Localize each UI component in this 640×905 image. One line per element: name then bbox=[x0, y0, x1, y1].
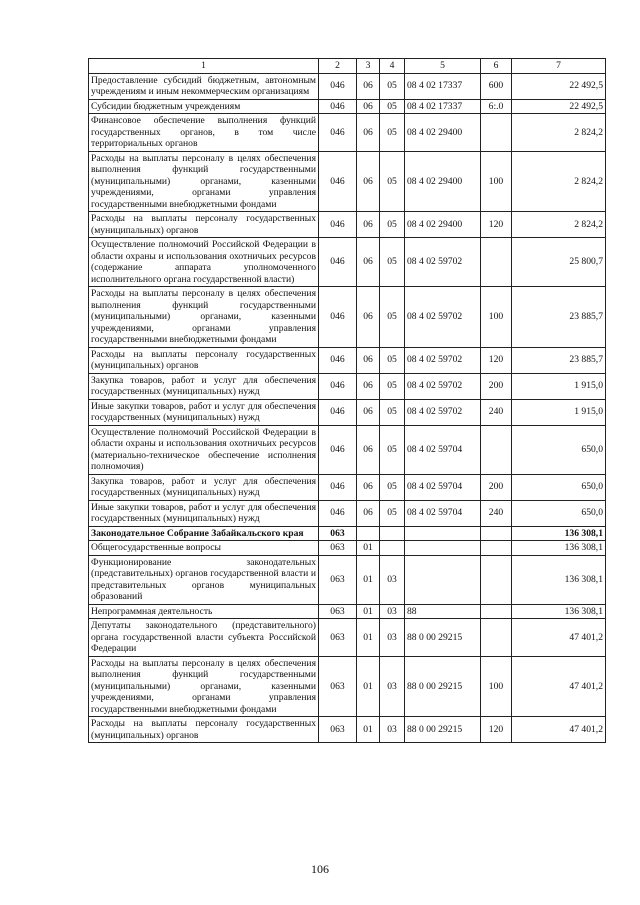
target-article-cell bbox=[405, 526, 481, 541]
target-article-cell: 08 4 02 59702 bbox=[405, 399, 481, 425]
table-row bbox=[89, 238, 606, 287]
target-article-cell: 08 4 02 17337 bbox=[405, 99, 481, 114]
admin-code-cell: 046 bbox=[319, 151, 357, 212]
admin-code-cell: 046 bbox=[319, 399, 357, 425]
admin-code-cell: 063 bbox=[319, 604, 357, 619]
subsection-cell: 05 bbox=[380, 474, 405, 500]
target-article-cell: 08 4 02 29400 bbox=[405, 151, 481, 212]
section-cell: 06 bbox=[357, 151, 380, 212]
amount-cell: 136 308,1 bbox=[512, 604, 606, 619]
subsection-cell: 05 bbox=[380, 99, 405, 114]
header-cell-4: 4 bbox=[380, 59, 405, 74]
subsection-cell: 03 bbox=[380, 555, 405, 604]
expense-type-cell: 240 bbox=[481, 399, 512, 425]
expense-type-cell bbox=[481, 425, 512, 474]
row-name-cell: Расходы на выплаты персоналу в целях обеспечения выполнения функций государственными (муниципальными) органами, казенными учреждениями, органами управления государственными внебюджетными фондами bbox=[89, 287, 319, 348]
table-row bbox=[89, 212, 606, 238]
admin-code-cell: 063 bbox=[319, 717, 357, 743]
row-name-cell: Закупка товаров, работ и услуг для обеспечения государственных (муниципальных) нужд bbox=[89, 373, 319, 399]
target-article-cell: 08 4 02 59702 bbox=[405, 347, 481, 373]
admin-code-cell: 046 bbox=[319, 99, 357, 114]
table-row bbox=[89, 347, 606, 373]
target-article-cell bbox=[405, 541, 481, 556]
row-name-cell: Расходы на выплаты персоналу государственных (муниципальных) органов bbox=[89, 347, 319, 373]
target-article-cell: 88 0 00 29215 bbox=[405, 656, 481, 717]
header-cell-6: 6 bbox=[481, 59, 512, 74]
target-article-cell: 08 4 02 59702 bbox=[405, 238, 481, 287]
section-cell: 06 bbox=[357, 99, 380, 114]
expense-type-cell: 200 bbox=[481, 474, 512, 500]
row-name-cell: Расходы на выплаты персоналу государственных (муниципальных) органов bbox=[89, 212, 319, 238]
target-article-cell: 08 4 02 59704 bbox=[405, 425, 481, 474]
amount-cell: 136 308,1 bbox=[512, 555, 606, 604]
amount-cell: 1 915,0 bbox=[512, 373, 606, 399]
target-article-cell: 08 4 02 29400 bbox=[405, 114, 481, 152]
amount-cell: 650,0 bbox=[512, 474, 606, 500]
admin-code-cell: 063 bbox=[319, 526, 357, 541]
expense-type-cell: 100 bbox=[481, 656, 512, 717]
table-row bbox=[89, 425, 606, 474]
expense-type-cell bbox=[481, 541, 512, 556]
section-cell: 01 bbox=[357, 541, 380, 556]
expense-type-cell bbox=[481, 526, 512, 541]
target-article-cell bbox=[405, 555, 481, 604]
amount-cell: 23 885,7 bbox=[512, 287, 606, 348]
subsection-cell: 03 bbox=[380, 619, 405, 657]
expense-type-cell: 600 bbox=[481, 73, 512, 99]
subsection-cell: 05 bbox=[380, 500, 405, 526]
table-row bbox=[89, 287, 606, 348]
section-cell bbox=[357, 526, 380, 541]
section-cell: 01 bbox=[357, 555, 380, 604]
section-cell: 06 bbox=[357, 114, 380, 152]
header-cell-3: 3 bbox=[357, 59, 380, 74]
table-row bbox=[89, 99, 606, 114]
target-article-cell: 08 4 02 17337 bbox=[405, 73, 481, 99]
subsection-cell: 05 bbox=[380, 238, 405, 287]
section-cell: 01 bbox=[357, 619, 380, 657]
subsection-cell: 05 bbox=[380, 425, 405, 474]
target-article-cell: 08 4 02 29400 bbox=[405, 212, 481, 238]
amount-cell: 47 401,2 bbox=[512, 619, 606, 657]
expense-type-cell bbox=[481, 238, 512, 287]
table-row bbox=[89, 151, 606, 212]
expense-type-cell bbox=[481, 114, 512, 152]
target-article-cell: 08 4 02 59702 bbox=[405, 287, 481, 348]
subsection-cell: 05 bbox=[380, 212, 405, 238]
amount-cell: 22 492,5 bbox=[512, 99, 606, 114]
section-cell: 06 bbox=[357, 500, 380, 526]
amount-cell: 47 401,2 bbox=[512, 717, 606, 743]
header-cell-2: 2 bbox=[319, 59, 357, 74]
table-row bbox=[89, 526, 606, 541]
expense-type-cell: 100 bbox=[481, 287, 512, 348]
amount-cell: 1 915,0 bbox=[512, 399, 606, 425]
subsection-cell: 05 bbox=[380, 73, 405, 99]
section-cell: 06 bbox=[357, 212, 380, 238]
row-name-cell: Расходы на выплаты персоналу в целях обеспечения выполнения функций государственными (муниципальными) органами, казенными учреждениями, органами управления государственными внебюджетными фондами bbox=[89, 151, 319, 212]
amount-cell: 2 824,2 bbox=[512, 151, 606, 212]
amount-cell: 136 308,1 bbox=[512, 526, 606, 541]
budget-table bbox=[88, 58, 606, 743]
row-name-cell: Расходы на выплаты персоналу государственных (муниципальных) органов bbox=[89, 717, 319, 743]
amount-cell: 650,0 bbox=[512, 500, 606, 526]
row-name-cell: Закупка товаров, работ и услуг для обеспечения государственных (муниципальных) нужд bbox=[89, 474, 319, 500]
section-cell: 06 bbox=[357, 373, 380, 399]
row-name-cell: Иные закупки товаров, работ и услуг для обеспечения государственных (муниципальных) нужд bbox=[89, 500, 319, 526]
row-name-cell: Общегосударственные вопросы bbox=[89, 541, 319, 556]
admin-code-cell: 046 bbox=[319, 347, 357, 373]
expense-type-cell bbox=[481, 604, 512, 619]
header-cell-7: 7 bbox=[512, 59, 606, 74]
subsection-cell: 05 bbox=[380, 287, 405, 348]
table-row bbox=[89, 717, 606, 743]
section-cell: 06 bbox=[357, 347, 380, 373]
table-row bbox=[89, 619, 606, 657]
admin-code-cell: 046 bbox=[319, 500, 357, 526]
table-row bbox=[89, 541, 606, 556]
subsection-cell bbox=[380, 541, 405, 556]
admin-code-cell: 046 bbox=[319, 425, 357, 474]
admin-code-cell: 046 bbox=[319, 287, 357, 348]
subsection-cell: 05 bbox=[380, 373, 405, 399]
section-cell: 06 bbox=[357, 287, 380, 348]
subsection-cell: 03 bbox=[380, 656, 405, 717]
amount-cell: 136 308,1 bbox=[512, 541, 606, 556]
row-name-cell: Финансовое обеспечение выполнения функций государственных органов, в том числе территориальных органов bbox=[89, 114, 319, 152]
expense-type-cell: 100 bbox=[481, 151, 512, 212]
admin-code-cell: 046 bbox=[319, 114, 357, 152]
expense-type-cell: 200 bbox=[481, 373, 512, 399]
admin-code-cell: 063 bbox=[319, 619, 357, 657]
target-article-cell: 88 bbox=[405, 604, 481, 619]
expense-type-cell: 240 bbox=[481, 500, 512, 526]
page-number: 106 bbox=[311, 862, 329, 876]
table-row bbox=[89, 555, 606, 604]
table-row bbox=[89, 656, 606, 717]
row-name-cell: Осуществление полномочий Российской Федерации в области охраны и использования охотничьих ресурсов (содержание аппарата уполномоченного исполнительного органа государственной власти) bbox=[89, 238, 319, 287]
subsection-cell: 05 bbox=[380, 151, 405, 212]
section-cell: 06 bbox=[357, 474, 380, 500]
subsection-cell: 05 bbox=[380, 114, 405, 152]
subsection-cell: 03 bbox=[380, 717, 405, 743]
section-cell: 01 bbox=[357, 717, 380, 743]
table-row bbox=[89, 73, 606, 99]
amount-cell: 23 885,7 bbox=[512, 347, 606, 373]
row-name-cell: Субсидии бюджетным учреждениям bbox=[89, 99, 319, 114]
expense-type-cell: 6:.0 bbox=[481, 99, 512, 114]
table-row bbox=[89, 373, 606, 399]
header-cell-5: 5 bbox=[405, 59, 481, 74]
row-name-cell: Законодательное Собрание Забайкальского края bbox=[89, 526, 319, 541]
admin-code-cell: 046 bbox=[319, 212, 357, 238]
subsection-cell: 05 bbox=[380, 347, 405, 373]
expense-type-cell: 120 bbox=[481, 212, 512, 238]
row-name-cell: Депутаты законодательного (представительного) органа государственной власти субъекта Российской Федерации bbox=[89, 619, 319, 657]
admin-code-cell: 046 bbox=[319, 73, 357, 99]
section-cell: 06 bbox=[357, 425, 380, 474]
amount-cell: 25 800,7 bbox=[512, 238, 606, 287]
row-name-cell: Непрограммная деятельность bbox=[89, 604, 319, 619]
row-name-cell: Функционирование законодательных (представительных) органов государственной власти и представительных органов муниципальных образований bbox=[89, 555, 319, 604]
section-cell: 06 bbox=[357, 238, 380, 287]
admin-code-cell: 063 bbox=[319, 656, 357, 717]
section-cell: 01 bbox=[357, 604, 380, 619]
target-article-cell: 88 0 00 29215 bbox=[405, 619, 481, 657]
row-name-cell: Иные закупки товаров, работ и услуг для обеспечения государственных (муниципальных) нужд bbox=[89, 399, 319, 425]
subsection-cell: 05 bbox=[380, 399, 405, 425]
subsection-cell bbox=[380, 526, 405, 541]
expense-type-cell: 120 bbox=[481, 347, 512, 373]
amount-cell: 2 824,2 bbox=[512, 212, 606, 238]
header-cell-1: 1 bbox=[89, 59, 319, 74]
row-name-cell: Осуществление полномочий Российской Федерации в области охраны и использования охотничьих ресурсов (материально-техническое обеспечение исполнения полномочия) bbox=[89, 425, 319, 474]
table-row bbox=[89, 399, 606, 425]
expense-type-cell bbox=[481, 619, 512, 657]
target-article-cell: 08 4 02 59704 bbox=[405, 474, 481, 500]
table-row bbox=[89, 500, 606, 526]
target-article-cell: 08 4 02 59702 bbox=[405, 373, 481, 399]
section-cell: 06 bbox=[357, 73, 380, 99]
amount-cell: 650,0 bbox=[512, 425, 606, 474]
admin-code-cell: 063 bbox=[319, 555, 357, 604]
amount-cell: 47 401,2 bbox=[512, 656, 606, 717]
section-cell: 01 bbox=[357, 656, 380, 717]
table-row bbox=[89, 604, 606, 619]
table-header-row bbox=[89, 59, 606, 74]
subsection-cell: 03 bbox=[380, 604, 405, 619]
admin-code-cell: 046 bbox=[319, 238, 357, 287]
amount-cell: 22 492,5 bbox=[512, 73, 606, 99]
expense-type-cell bbox=[481, 555, 512, 604]
admin-code-cell: 046 bbox=[319, 373, 357, 399]
expense-type-cell: 120 bbox=[481, 717, 512, 743]
table-row bbox=[89, 114, 606, 152]
table-row bbox=[89, 474, 606, 500]
target-article-cell: 08 4 02 59704 bbox=[405, 500, 481, 526]
section-cell: 06 bbox=[357, 399, 380, 425]
admin-code-cell: 063 bbox=[319, 541, 357, 556]
row-name-cell: Предоставление субсидий бюджетным, автономным учреждениям и иным некоммерческим организациям bbox=[89, 73, 319, 99]
admin-code-cell: 046 bbox=[319, 474, 357, 500]
target-article-cell: 88 0 00 29215 bbox=[405, 717, 481, 743]
row-name-cell: Расходы на выплаты персоналу в целях обеспечения выполнения функций государственными (муниципальными) органами, казенными учреждениями, органами управления государственными внебюджетными фондами bbox=[89, 656, 319, 717]
amount-cell: 2 824,2 bbox=[512, 114, 606, 152]
